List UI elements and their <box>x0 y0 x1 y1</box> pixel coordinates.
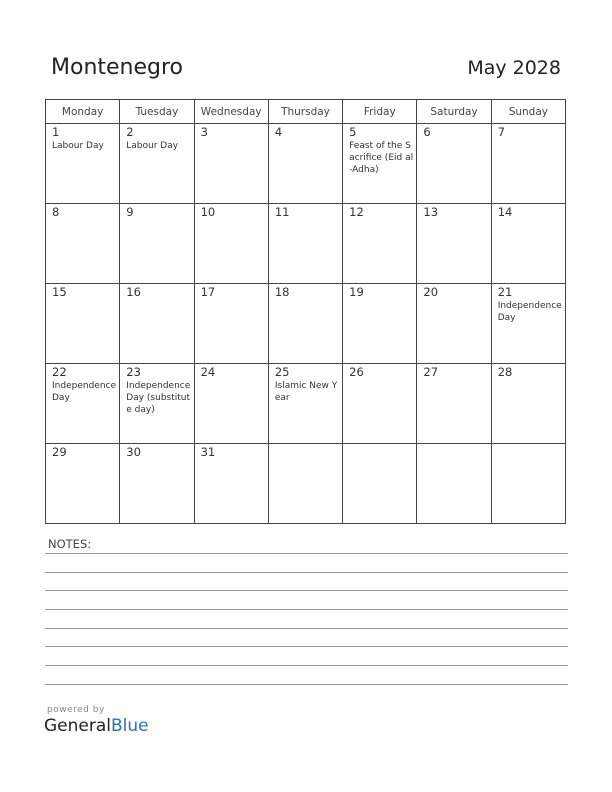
day-number: 23 <box>126 365 141 379</box>
day-cell <box>343 124 417 204</box>
day-cell <box>491 124 565 204</box>
brand-general: General <box>44 716 111 736</box>
day-number: 21 <box>497 285 513 299</box>
day-cell <box>491 444 565 524</box>
day-number: 2 <box>126 125 134 139</box>
notes-line <box>45 590 568 591</box>
day-cell <box>120 204 194 284</box>
weekday-tuesday: Tuesday <box>120 100 194 124</box>
weekday-monday: Monday <box>46 100 120 124</box>
day-number: 16 <box>126 285 141 299</box>
day-cell <box>120 124 194 204</box>
weekday-sunday: Sunday <box>491 100 565 124</box>
notes-line <box>45 628 568 629</box>
day-cell <box>268 124 342 204</box>
day-cell <box>194 444 268 524</box>
week-row <box>46 204 566 284</box>
day-cell <box>46 364 120 444</box>
day-number: 11 <box>274 205 290 219</box>
day-number: 5 <box>349 125 357 139</box>
powered-by-label: powered by <box>47 705 105 715</box>
weekday-header-row <box>46 100 566 124</box>
day-cell <box>194 284 268 364</box>
day-cell <box>194 364 268 444</box>
week-row <box>46 364 566 444</box>
day-cell <box>268 204 342 284</box>
day-number: 3 <box>200 125 208 139</box>
day-cell <box>46 444 120 524</box>
holiday-label: Islamic New Year <box>274 381 338 403</box>
day-number: 31 <box>200 445 216 459</box>
day-cell <box>194 204 268 284</box>
day-cell <box>120 444 194 524</box>
day-number: 14 <box>497 205 513 219</box>
day-number: 13 <box>423 205 439 219</box>
calendar-country-title: Montenegro <box>51 55 184 80</box>
calendar-grid <box>45 99 566 524</box>
notes-label: NOTES: <box>48 537 92 551</box>
day-cell <box>46 124 120 204</box>
day-cell <box>120 284 194 364</box>
day-number: 26 <box>349 365 364 379</box>
day-number: 10 <box>200 205 216 219</box>
weekday-friday: Friday <box>343 100 417 124</box>
week-row <box>46 284 566 364</box>
day-number: 22 <box>52 365 67 379</box>
day-cell <box>343 204 417 284</box>
day-number: 1 <box>52 125 60 139</box>
day-number: 18 <box>274 285 290 299</box>
day-cell <box>417 364 491 444</box>
day-number: 4 <box>274 125 283 139</box>
day-number: 12 <box>349 205 364 219</box>
notes-line <box>45 684 568 685</box>
holiday-label: Independence Day <box>497 301 562 323</box>
day-number: 24 <box>200 365 216 379</box>
day-number: 30 <box>126 445 141 459</box>
notes-line <box>45 609 568 610</box>
day-cell <box>343 284 417 364</box>
week-row <box>46 444 566 524</box>
holiday-label: Independence Day (substitute day) <box>126 381 191 415</box>
day-cell <box>491 204 565 284</box>
weekday-wednesday: Wednesday <box>194 100 268 124</box>
calendar-month-title: May 2028 <box>467 57 561 79</box>
day-number: 27 <box>423 365 439 379</box>
day-number: 7 <box>497 125 506 139</box>
holiday-label: Labour Day <box>126 141 179 151</box>
notes-line <box>45 665 568 666</box>
week-row <box>46 124 566 204</box>
notes-line <box>45 646 568 647</box>
day-number: 15 <box>52 285 67 299</box>
day-cell <box>268 444 342 524</box>
day-cell <box>491 284 565 364</box>
day-cell <box>343 364 417 444</box>
day-cell <box>194 124 268 204</box>
day-cell <box>120 364 194 444</box>
day-cell <box>268 364 342 444</box>
day-cell <box>417 204 491 284</box>
day-number: 17 <box>200 285 216 299</box>
day-number: 29 <box>52 445 67 459</box>
day-number: 28 <box>497 365 513 379</box>
day-number: 19 <box>349 285 364 299</box>
day-number: 9 <box>126 205 134 219</box>
day-cell <box>268 284 342 364</box>
notes-line <box>45 572 568 573</box>
day-cell <box>417 124 491 204</box>
brand-blue: Blue <box>111 716 149 736</box>
day-cell <box>46 204 120 284</box>
day-cell <box>46 284 120 364</box>
weekday-saturday: Saturday <box>417 100 491 124</box>
holiday-label: Independence Day <box>52 381 117 403</box>
day-cell <box>491 364 565 444</box>
holiday-label: Feast of the Sacrifice (Eid al-Adha) <box>349 141 414 175</box>
weekday-thursday: Thursday <box>268 100 342 124</box>
day-cell <box>343 444 417 524</box>
day-cell <box>417 284 491 364</box>
holiday-label: Labour Day <box>52 141 104 151</box>
day-number: 25 <box>274 365 290 379</box>
notes-line <box>45 553 568 554</box>
day-number: 6 <box>423 125 431 139</box>
day-number: 20 <box>423 285 439 299</box>
day-number: 8 <box>52 205 60 219</box>
day-cell <box>417 444 491 524</box>
generalblue-logo <box>44 716 149 736</box>
